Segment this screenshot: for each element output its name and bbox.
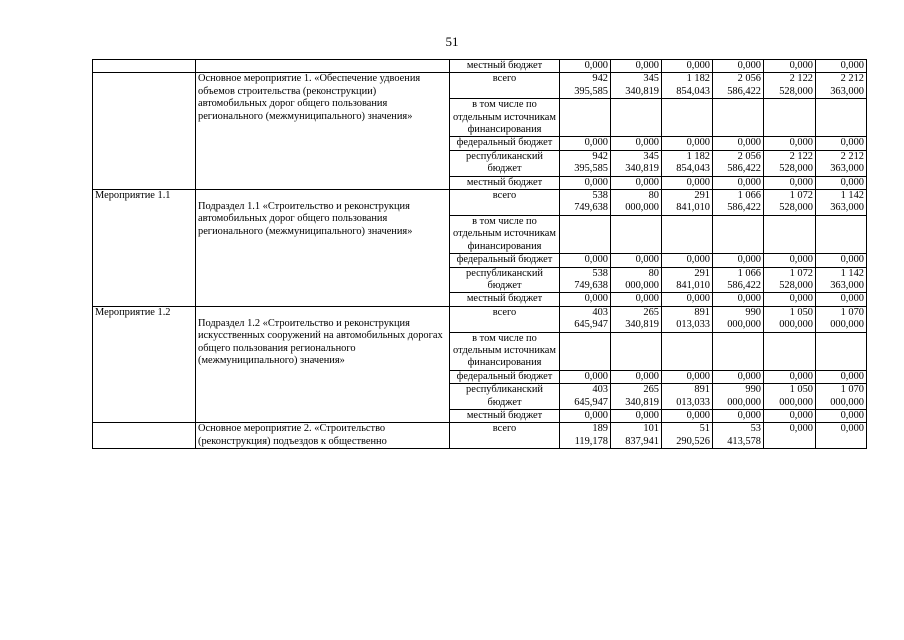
value-cell: 0,000	[662, 409, 713, 422]
source-cell: местный бюджет	[450, 409, 560, 422]
value-cell: 990 000,000	[713, 306, 764, 332]
value-cell: 0,000	[713, 293, 764, 306]
value-cell	[662, 99, 713, 137]
value-cell: 53 413,578	[713, 423, 764, 449]
value-cell	[662, 215, 713, 253]
table-row	[93, 306, 867, 332]
value-cell	[560, 332, 611, 370]
source-cell: всего	[450, 306, 560, 332]
value-cell: 990 000,000	[713, 384, 764, 410]
value-cell: 265 340,819	[611, 306, 662, 332]
value-cell: 1 072 528,000	[764, 267, 816, 293]
value-cell: 2 212 363,000	[816, 150, 867, 176]
value-cell	[713, 332, 764, 370]
source-cell: в том числе по отдельным источникам финансирования	[450, 332, 560, 370]
value-cell: 0,000	[560, 137, 611, 150]
source-cell: республиканский бюджет	[450, 384, 560, 410]
source-cell: федеральный бюджет	[450, 137, 560, 150]
table-row	[93, 423, 867, 449]
value-cell: 80 000,000	[611, 190, 662, 216]
source-cell: республиканский бюджет	[450, 150, 560, 176]
value-cell: 942 395,585	[560, 150, 611, 176]
value-cell: 0,000	[764, 137, 816, 150]
value-cell: 2 056 586,422	[713, 150, 764, 176]
value-cell: 0,000	[816, 176, 867, 189]
value-cell: 0,000	[764, 254, 816, 267]
value-cell	[764, 332, 816, 370]
table-body	[93, 60, 867, 449]
value-cell: 0,000	[713, 176, 764, 189]
value-cell: 403 645,947	[560, 384, 611, 410]
value-cell: 1 070 000,000	[816, 384, 867, 410]
value-cell: 189 119,178	[560, 423, 611, 449]
value-cell: 0,000	[611, 60, 662, 73]
value-cell: 0,000	[816, 60, 867, 73]
value-cell: 0,000	[611, 137, 662, 150]
source-cell: местный бюджет	[450, 176, 560, 189]
value-cell	[560, 215, 611, 253]
value-cell: 0,000	[611, 370, 662, 383]
budget-table	[92, 59, 867, 449]
value-cell	[816, 332, 867, 370]
value-cell: 291 841,010	[662, 267, 713, 293]
name-text: Подраздел 1.2 «Строительство и реконструкция искусственных сооружений на автомобильных дорогах общего пользования регионального (межмуниципального) значения»	[198, 317, 443, 366]
value-cell: 1 142 363,000	[816, 190, 867, 216]
value-cell: 2 122 528,000	[764, 73, 816, 99]
code-cell	[93, 60, 196, 73]
table-row	[93, 190, 867, 216]
source-cell: всего	[450, 73, 560, 99]
name-cell: Основное мероприятие 2. «Строительство (реконструкция) подъездов к общественно	[196, 423, 450, 449]
value-cell: 0,000	[611, 293, 662, 306]
value-cell	[611, 215, 662, 253]
value-cell: 0,000	[662, 60, 713, 73]
value-cell: 0,000	[662, 137, 713, 150]
value-cell: 291 841,010	[662, 190, 713, 216]
source-cell: федеральный бюджет	[450, 370, 560, 383]
value-cell	[764, 215, 816, 253]
page-number: 51	[445, 34, 459, 49]
source-cell: республиканский бюджет	[450, 267, 560, 293]
value-cell: 891 013,033	[662, 306, 713, 332]
value-cell: 0,000	[560, 176, 611, 189]
value-cell: 1 142 363,000	[816, 267, 867, 293]
source-cell: в том числе по отдельным источникам финансирования	[450, 99, 560, 137]
value-cell: 0,000	[713, 409, 764, 422]
value-cell: 403 645,947	[560, 306, 611, 332]
value-cell: 1 050 000,000	[764, 306, 816, 332]
value-cell	[611, 332, 662, 370]
value-cell: 942 395,585	[560, 73, 611, 99]
value-cell: 265 340,819	[611, 384, 662, 410]
value-cell: 1 182 854,043	[662, 73, 713, 99]
value-cell	[662, 332, 713, 370]
value-cell: 0,000	[560, 370, 611, 383]
value-cell: 0,000	[816, 423, 867, 449]
value-cell: 0,000	[611, 176, 662, 189]
table-row	[93, 73, 867, 99]
value-cell: 1 050 000,000	[764, 384, 816, 410]
code-cell: Мероприятие 1.2	[93, 306, 196, 423]
value-cell: 345 340,819	[611, 73, 662, 99]
value-cell: 0,000	[560, 293, 611, 306]
name-cell: Основное мероприятие 1. «Обеспечение удвоения объемов строительства (реконструкции) автомобильных дорог общего пользования регионального (межмуниципального) значения»	[196, 73, 450, 190]
value-cell: 0,000	[611, 254, 662, 267]
value-cell: 80 000,000	[611, 267, 662, 293]
source-cell: всего	[450, 423, 560, 449]
value-cell: 0,000	[713, 60, 764, 73]
value-cell: 0,000	[764, 60, 816, 73]
value-cell: 0,000	[764, 293, 816, 306]
name-cell	[196, 190, 450, 307]
value-cell: 1 182 854,043	[662, 150, 713, 176]
value-cell: 0,000	[662, 370, 713, 383]
value-cell: 0,000	[560, 254, 611, 267]
value-cell: 0,000	[662, 293, 713, 306]
value-cell	[816, 99, 867, 137]
value-cell: 1 066 586,422	[713, 267, 764, 293]
value-cell: 345 340,819	[611, 150, 662, 176]
value-cell: 0,000	[764, 409, 816, 422]
code-cell: Мероприятие 1.1	[93, 190, 196, 307]
value-cell: 51 290,526	[662, 423, 713, 449]
value-cell: 0,000	[816, 293, 867, 306]
value-cell: 538 749,638	[560, 267, 611, 293]
value-cell: 101 837,941	[611, 423, 662, 449]
value-cell: 0,000	[816, 254, 867, 267]
value-cell	[816, 215, 867, 253]
value-cell: 0,000	[662, 254, 713, 267]
value-cell	[713, 99, 764, 137]
value-cell: 0,000	[764, 423, 816, 449]
value-cell: 538 749,638	[560, 190, 611, 216]
source-cell: в том числе по отдельным источникам финансирования	[450, 215, 560, 253]
value-cell	[713, 215, 764, 253]
value-cell: 0,000	[560, 60, 611, 73]
value-cell: 0,000	[713, 254, 764, 267]
value-cell	[764, 99, 816, 137]
value-cell: 891 013,033	[662, 384, 713, 410]
value-cell: 0,000	[662, 176, 713, 189]
name-cell	[196, 60, 450, 73]
table-row	[93, 60, 867, 73]
code-cell	[93, 73, 196, 190]
value-cell	[611, 99, 662, 137]
value-cell: 0,000	[816, 409, 867, 422]
value-cell: 0,000	[816, 137, 867, 150]
value-cell	[560, 99, 611, 137]
name-cell	[196, 306, 450, 423]
value-cell: 0,000	[611, 409, 662, 422]
value-cell: 0,000	[713, 370, 764, 383]
source-cell: местный бюджет	[450, 293, 560, 306]
value-cell: 1 072 528,000	[764, 190, 816, 216]
code-cell	[93, 423, 196, 449]
value-cell: 1 070 000,000	[816, 306, 867, 332]
value-cell: 2 056 586,422	[713, 73, 764, 99]
source-cell: всего	[450, 190, 560, 216]
value-cell: 2 212 363,000	[816, 73, 867, 99]
value-cell: 0,000	[764, 176, 816, 189]
source-cell: федеральный бюджет	[450, 254, 560, 267]
value-cell: 1 066 586,422	[713, 190, 764, 216]
name-text: Подраздел 1.1 «Строительство и реконструкция автомобильных дорог общего пользования регионального (межмуниципального) значения»	[198, 201, 413, 237]
value-cell: 0,000	[560, 409, 611, 422]
source-cell: местный бюджет	[450, 60, 560, 73]
value-cell: 2 122 528,000	[764, 150, 816, 176]
value-cell: 0,000	[713, 137, 764, 150]
value-cell: 0,000	[764, 370, 816, 383]
value-cell: 0,000	[816, 370, 867, 383]
